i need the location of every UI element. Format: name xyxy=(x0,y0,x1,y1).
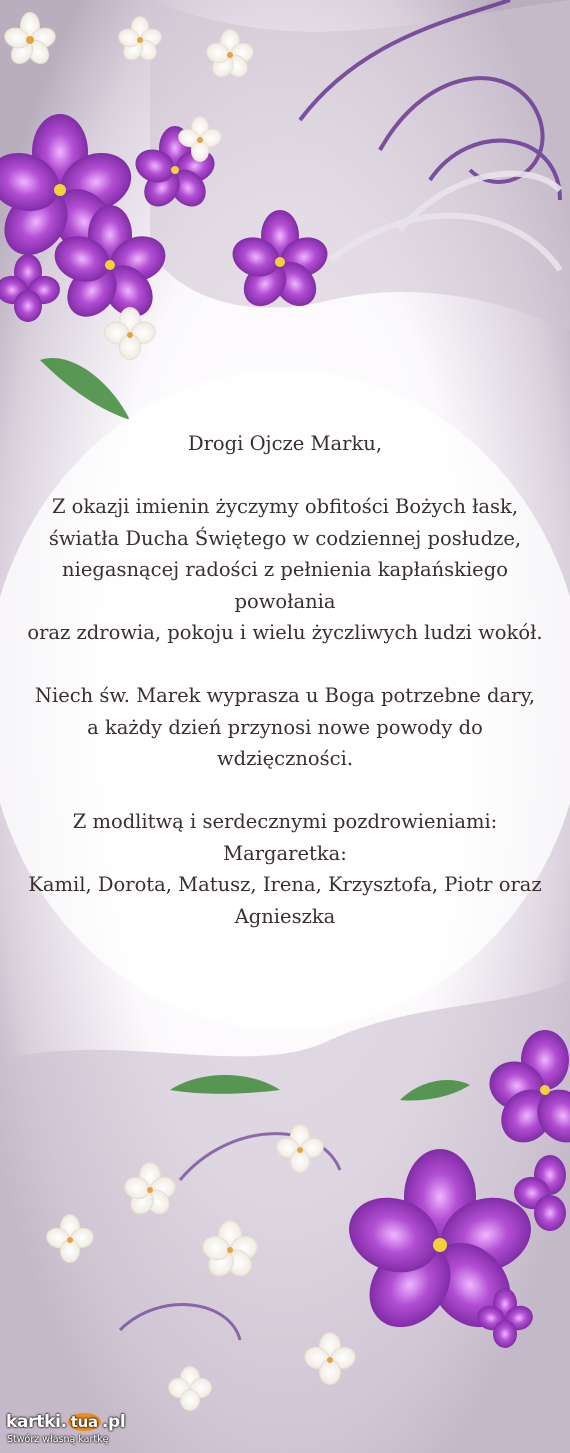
greeting-line: Agnieszka xyxy=(234,904,336,928)
greeting-line: Z modlitwą i serdecznymi pozdrowieniami: xyxy=(72,810,498,833)
greeting-line: światła Ducha Świętego w codziennej posłudze, xyxy=(48,526,522,550)
logo-brand: kartki. tua .pl xyxy=(6,1412,126,1432)
greeting-line: Niech św. Marek wyprasza u Boga potrzebne dary, xyxy=(34,684,536,707)
kartki-logo[interactable] xyxy=(6,1410,126,1450)
greeting-line: Drogi Ojcze Marku, xyxy=(187,432,383,455)
greeting-line: Kamil, Dorota, Matusz, Irena, Krzysztofa, Piotr oraz xyxy=(28,873,542,896)
blank-line xyxy=(20,775,550,807)
greeting-line: Margaretka: xyxy=(223,841,347,865)
greeting-line: oraz zdrowia, pokoju i wielu życzliwych ludzi wokół. xyxy=(27,621,543,644)
blank-line xyxy=(20,649,550,681)
greeting-line: wdzięczności. xyxy=(216,747,354,770)
greeting-line: Z okazji imienin życzymy obfitości Bożych łask, xyxy=(51,495,519,518)
greeting-line: a każdy dzień przynosi nowe powody do xyxy=(87,715,483,739)
greeting-line: niegasnącej radości z pełnienia kapłańskiego xyxy=(62,558,508,581)
logo-tagline: Stwórz własną kartkę xyxy=(7,1434,109,1445)
greeting-line: powołania xyxy=(234,589,336,613)
blank-line xyxy=(20,460,550,492)
greeting-text xyxy=(20,428,550,932)
